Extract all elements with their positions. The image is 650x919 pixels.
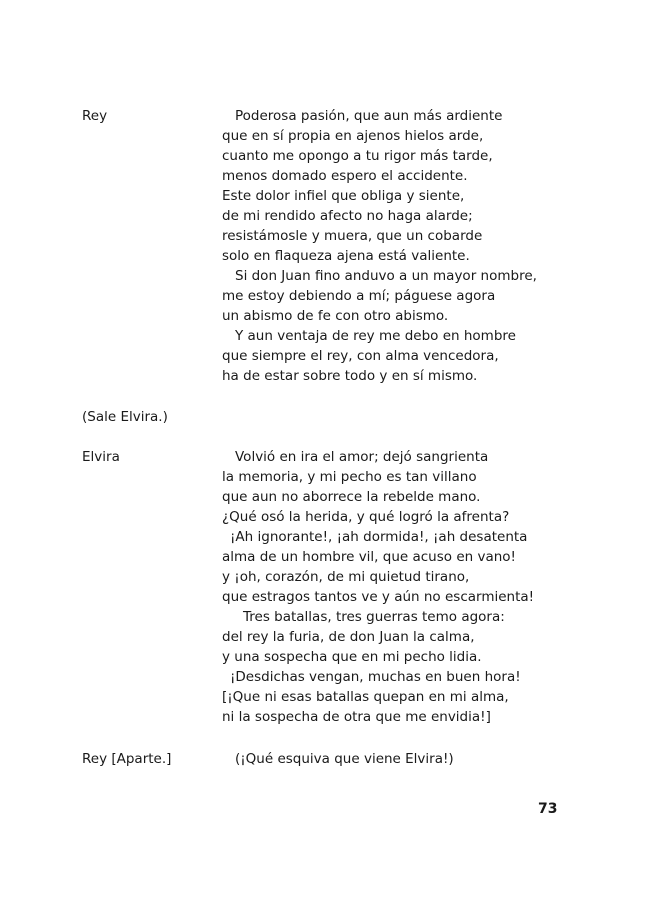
verse-line: que estragos tantos ve y aún no escarmienta!	[222, 589, 535, 605]
verse-line: un abismo de fe con otro abismo.	[222, 308, 449, 324]
verse-lines	[222, 749, 454, 769]
verse-line: Este dolor infiel que obliga y siente,	[222, 188, 465, 204]
speaker-label: Rey	[82, 108, 108, 124]
verse-line: ¡Ah ignorante!, ¡ah dormida!, ¡ah desatenta	[230, 529, 528, 545]
verse-line: solo en flaqueza ajena está valiente.	[222, 248, 470, 264]
verse-lines	[222, 447, 534, 727]
verse-line: la memoria, y mi pecho es tan villano	[222, 469, 477, 485]
verse-line: y ¡oh, corazón, de mi quietud tirano,	[222, 569, 470, 585]
speaker-label: Elvira	[82, 449, 120, 465]
page-number: 73	[538, 801, 558, 817]
verse-line: ha de estar sobre todo y en sí mismo.	[222, 368, 478, 384]
verse-lines	[222, 106, 537, 386]
verse-line: de mi rendido afecto no haga alarde;	[222, 208, 473, 224]
verse-line: que aun no aborrece la rebelde mano.	[222, 489, 481, 505]
verse-line: y una sospecha que en mi pecho lidia.	[222, 649, 482, 665]
verse-line: Si don Juan fino anduvo a un mayor nombre,	[235, 268, 537, 284]
verse-line: cuanto me opongo a tu rigor más tarde,	[222, 148, 493, 164]
verse-line: resistámosle y muera, que un cobarde	[222, 228, 483, 244]
verse-line: Volvió en ira el amor; dejó sangrienta	[235, 449, 489, 465]
verse-line: (¡Qué esquiva que viene Elvira!)	[235, 751, 454, 767]
verse-line: del rey la furia, de don Juan la calma,	[222, 629, 475, 645]
verse-line: ¿Qué osó la herida, y qué logró la afrenta?	[222, 509, 510, 525]
verse-line: [¡Que ni esas batallas quepan en mi alma,	[222, 689, 509, 705]
speaker-label: Rey [Aparte.]	[82, 751, 172, 767]
verse-line: menos domado espero el accidente.	[222, 168, 468, 184]
verse-line: me estoy debiendo a mí; páguese agora	[222, 288, 496, 304]
verse-line: ¡Desdichas vengan, muchas en buen hora!	[230, 669, 521, 685]
verse-line: alma de un hombre vil, que acuso en vano!	[222, 549, 516, 565]
verse-line: ni la sospecha de otra que me envidia!]	[222, 709, 491, 725]
stage-direction: (Sale Elvira.)	[82, 409, 168, 425]
verse-line: que siempre el rey, con alma vencedora,	[222, 348, 499, 364]
verse-line: Tres batallas, tres guerras temo agora:	[243, 609, 505, 625]
verse-line: que en sí propia en ajenos hielos arde,	[222, 128, 484, 144]
verse-line: Poderosa pasión, que aun más ardiente	[235, 108, 503, 124]
verse-line: Y aun ventaja de rey me debo en hombre	[235, 328, 516, 344]
